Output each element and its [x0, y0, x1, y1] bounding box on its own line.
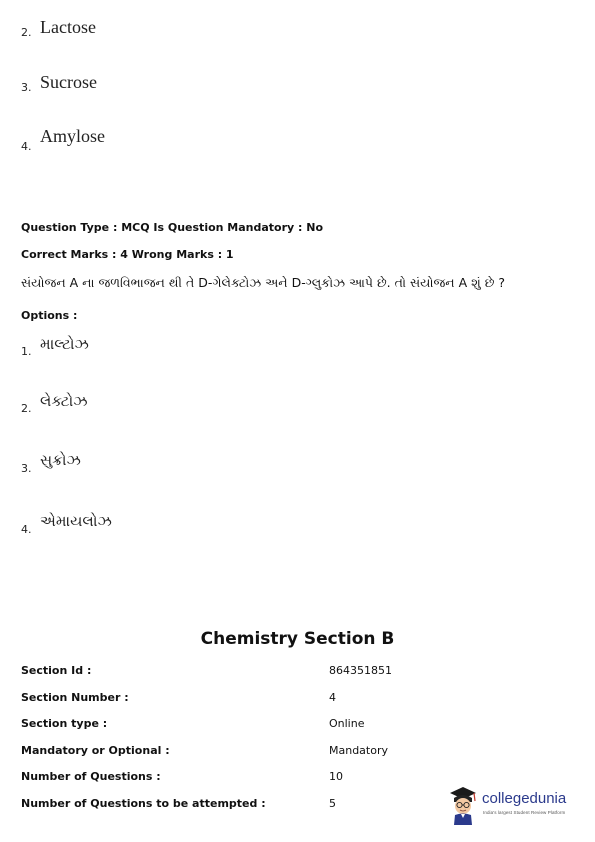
- option-number: 2.: [21, 26, 32, 39]
- option-number: 3.: [21, 81, 32, 94]
- student-mascot-icon: [446, 784, 480, 826]
- option-number: 2.: [21, 402, 32, 415]
- question-marks-line: Correct Marks : 4 Wrong Marks : 1: [21, 248, 234, 261]
- logo-wordmark: collegedunia: [482, 790, 567, 807]
- num-questions-label: Number of Questions :: [21, 770, 161, 783]
- logo-tagline: India's largest Student Review Platform: [483, 810, 566, 815]
- option-text: એમાયલોઝ: [40, 512, 112, 530]
- option-text: Sucrose: [40, 72, 97, 92]
- mandatory-label: Mandatory or Optional :: [21, 744, 170, 757]
- section-type-label: Section type :: [21, 717, 108, 730]
- option-text: માલ્ટોઝ: [40, 335, 89, 353]
- option-text: Lactose: [40, 17, 96, 37]
- section-id-label: Section Id :: [21, 664, 92, 677]
- section-title: Chemistry Section B: [200, 629, 395, 649]
- num-attempt-label: Number of Questions to be attempted :: [21, 797, 266, 810]
- option-number: 4.: [21, 523, 32, 536]
- section-number-label: Section Number :: [21, 691, 129, 704]
- option-text: Amylose: [40, 126, 105, 146]
- collegedunia-logo: [446, 784, 586, 826]
- num-attempt-value: 5: [329, 797, 336, 810]
- mandatory-value: Mandatory: [329, 744, 389, 757]
- option-text: લેક્ટોઝ: [40, 392, 88, 410]
- num-questions-value: 10: [329, 770, 343, 783]
- section-type-value: Online: [329, 717, 365, 730]
- section-id-value: 864351851: [329, 664, 392, 677]
- section-number-value: 4: [329, 691, 336, 704]
- question-type-line: Question Type : MCQ Is Question Mandatory : No: [21, 221, 324, 234]
- option-text: સુક્રોઝ: [40, 451, 81, 469]
- options-label: Options :: [21, 309, 78, 322]
- option-number: 4.: [21, 140, 32, 153]
- option-number: 1.: [21, 345, 32, 358]
- option-number: 3.: [21, 462, 32, 475]
- question-text: સંયોજન A ના જળવિભાજન થી તે D-ગેલેક્ટોઝ અને D-ગ્લુકોઝ આપે છે. તો સંયોજન A શું છે ?: [21, 275, 505, 290]
